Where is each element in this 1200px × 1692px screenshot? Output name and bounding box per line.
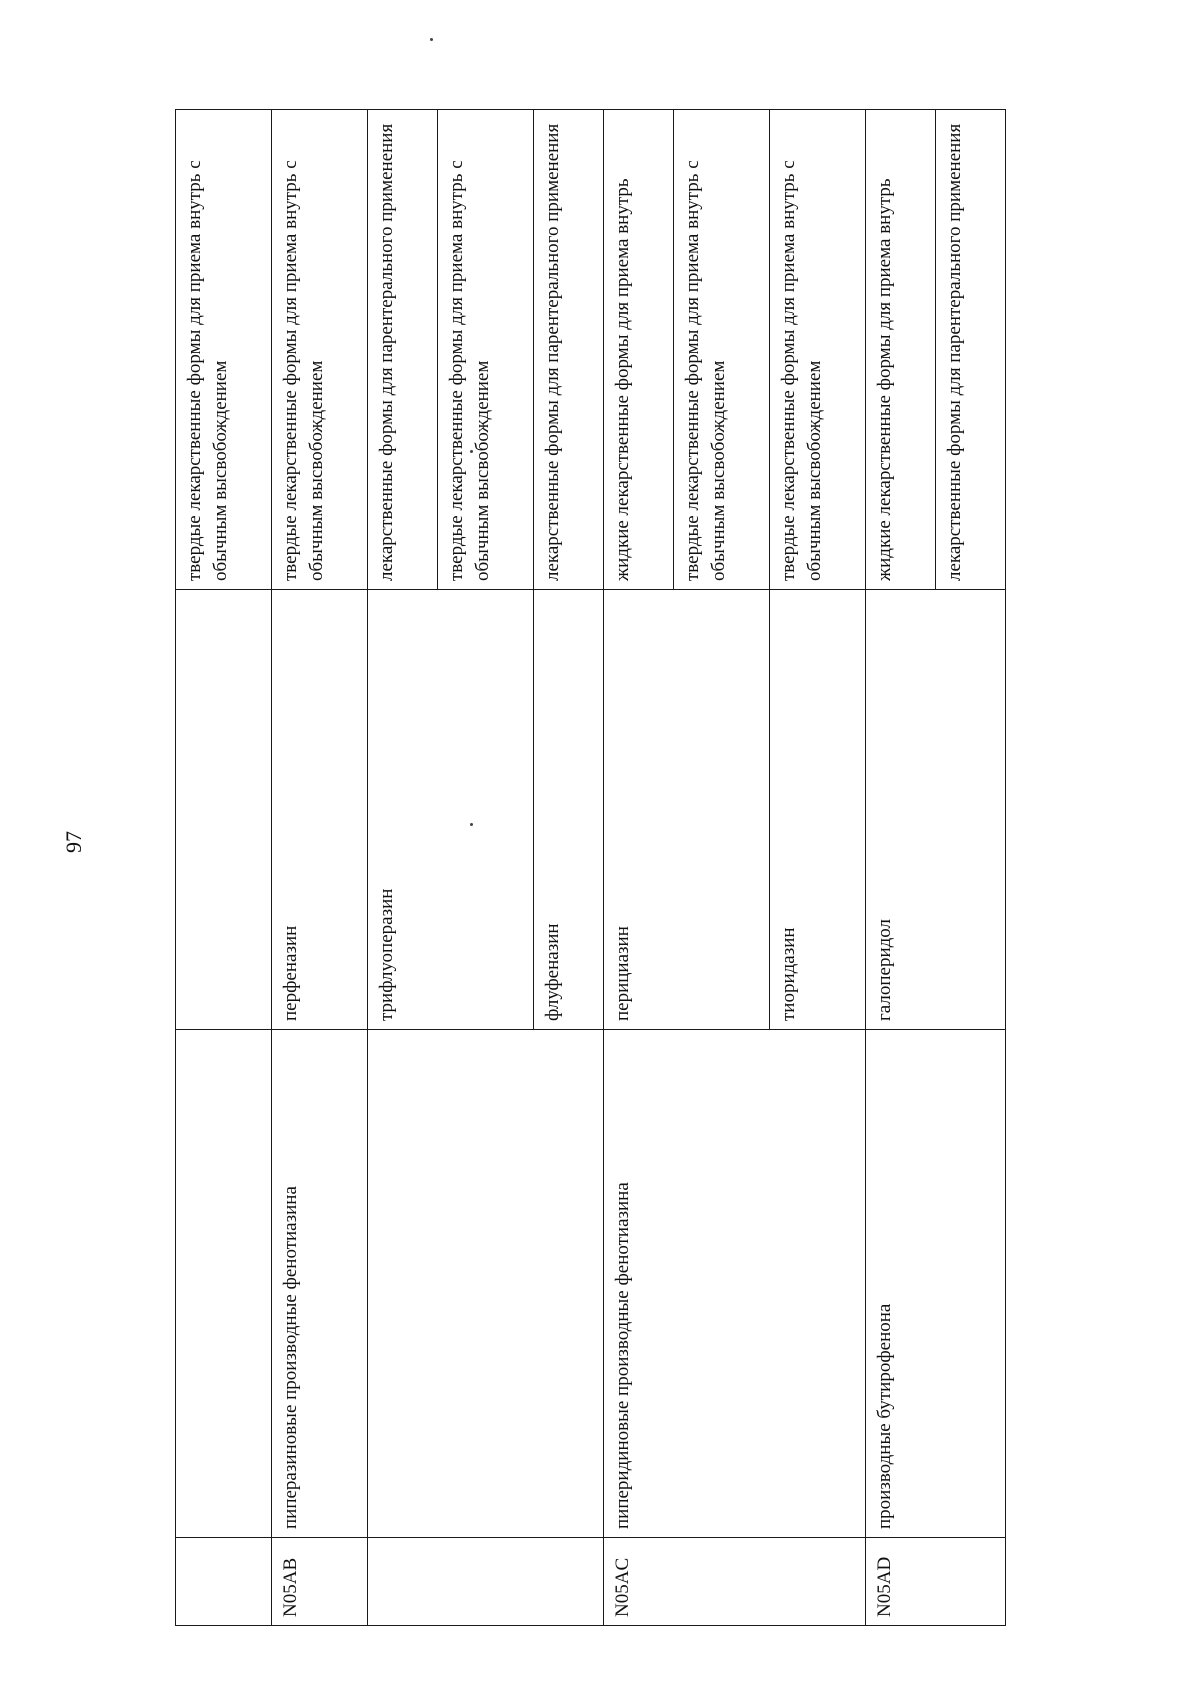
page-number: 97 bbox=[61, 831, 86, 853]
group-cell: пиперазиновые производные фенотиазина bbox=[272, 1030, 368, 1538]
table-row bbox=[368, 110, 438, 1626]
medicines-table bbox=[175, 109, 1006, 1626]
atc-code-cell bbox=[176, 1538, 272, 1626]
drug-cell: флуфеназин bbox=[534, 590, 604, 1030]
table-row bbox=[866, 110, 936, 1626]
group-cell bbox=[368, 1030, 604, 1538]
atc-code-cell: N05AC bbox=[604, 1538, 866, 1626]
group-cell bbox=[176, 1030, 272, 1538]
drug-cell: трифлуоперазин bbox=[368, 590, 534, 1030]
table-row bbox=[176, 110, 272, 1626]
dosage-form-cell: твердые лекарственные формы для приема внутрь с обычным высвобождением bbox=[674, 110, 770, 590]
dosage-form-cell: твердые лекарственные формы для приема внутрь с обычным высвобождением bbox=[438, 110, 534, 590]
drug-cell: перициазин bbox=[604, 590, 770, 1030]
dosage-form-cell: жидкие лекарственные формы для приема внутрь bbox=[866, 110, 936, 590]
rotated-table-wrapper bbox=[175, 110, 1085, 1626]
table-row bbox=[604, 110, 674, 1626]
dosage-form-cell: лекарственные формы для парентерального применения bbox=[936, 110, 1006, 590]
table-row bbox=[272, 110, 368, 1626]
drug-cell: тиоридазин bbox=[770, 590, 866, 1030]
group-cell: пиперидиновые производные фенотиазина bbox=[604, 1030, 866, 1538]
atc-code-cell: N05AD bbox=[866, 1538, 1006, 1626]
dosage-form-cell: лекарственные формы для парентерального применения bbox=[368, 110, 438, 590]
drug-cell: галоперидол bbox=[866, 590, 1006, 1030]
atc-code-cell bbox=[368, 1538, 604, 1626]
dosage-form-cell: лекарственные формы для парентерального применения bbox=[534, 110, 604, 590]
atc-code-cell: N05AB bbox=[272, 1538, 368, 1626]
group-cell: производные бутирофенона bbox=[866, 1030, 1006, 1538]
scan-speck bbox=[430, 38, 433, 41]
dosage-form-cell: твердые лекарственные формы для приема внутрь с обычным высвобождением bbox=[770, 110, 866, 590]
dosage-form-cell: твердые лекарственные формы для приема внутрь с обычным высвобождением bbox=[176, 110, 272, 590]
drug-cell bbox=[176, 590, 272, 1030]
drug-cell: перфеназин bbox=[272, 590, 368, 1030]
dosage-form-cell: твердые лекарственные формы для приема внутрь с обычным высвобождением bbox=[272, 110, 368, 590]
dosage-form-cell: жидкие лекарственные формы для приема внутрь bbox=[604, 110, 674, 590]
